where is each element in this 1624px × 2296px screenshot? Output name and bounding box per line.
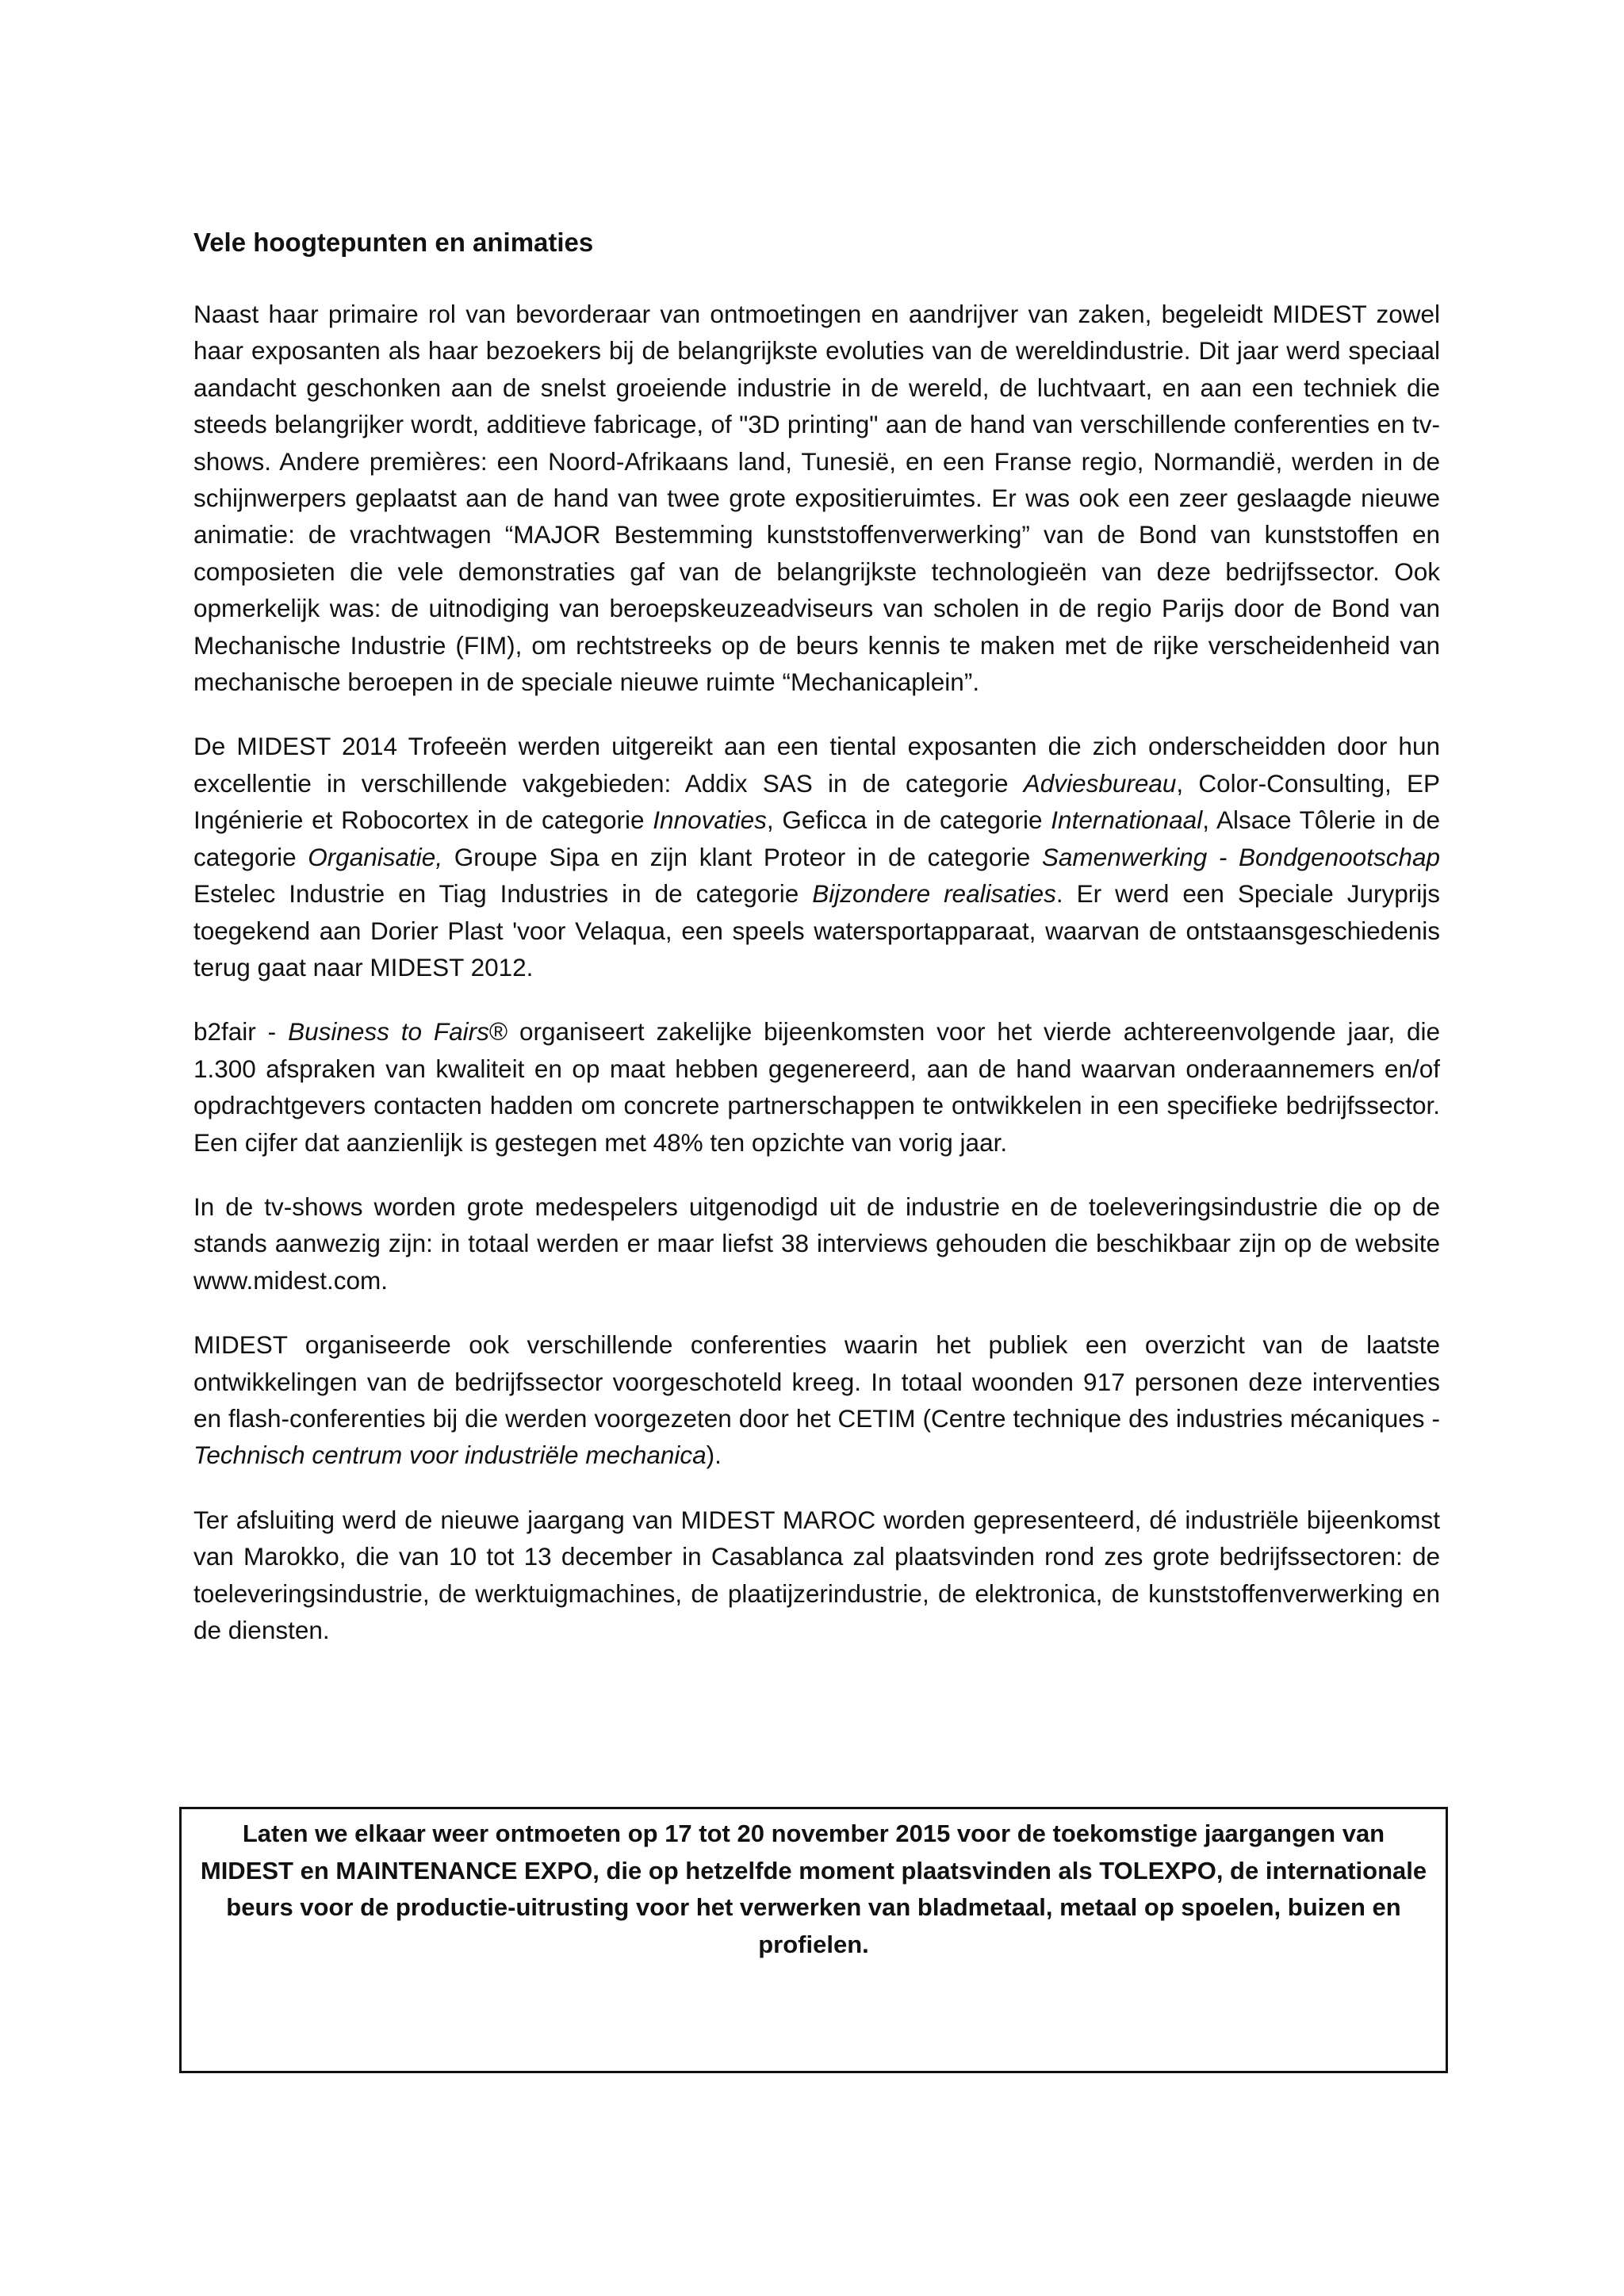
text-run: . Er werd een Speciale Juryprijs toegekend aan Dorier Plast 'voor Velaqua, een speels watersportapparaat, waarvan de ontstaansgeschiedenis terug gaat naar MIDEST 2012. [193, 879, 1440, 982]
paragraph-highlights: Naast haar primaire rol van bevorderaar van ontmoetingen en aandrijver van zaken, begeleidt MIDEST zowel haar exposanten als haar bezoekers bij de belangrijkste evoluties van de wereldindustrie. Dit jaar werd speciaal aandacht geschonken aan de snelst groeiende industrie in de wereld, de luchtvaart, en aan een techniek die steeds belangrijker wordt, additieve fabricage, of "3D printing" aan de hand van verschillende conferenties en tv-shows. Andere premières: een Noord-Afrikaans land, Tunesië, en een Franse regio, Normandië, werden in de schijnwerpers geplaatst aan de hand van twee grote expositieruimtes. Er was ook een zeer geslaagde nieuwe animatie: de vrachtwagen “MAJOR Bestemming kunststoffenverwerking” van de Bond van kunststoffen en composieten die vele demonstraties gaf van de belangrijkste technologieën van deze bedrijfssector. Ook opmerkelijk was: de uitnodiging van beroepskeuzeadviseurs van scholen in de regio Parijs door de Bond van Mechanische Industrie (FIM), om rechtstreeks op de beurs kennis te maken met de rijke verscheidenheid van mechanische beroepen in de speciale nieuwe ruimte “Mechanicaplein”. [193, 300, 1440, 697]
text-run: ® organiseert zakelijke bijeenkomsten voor het vierde achtereenvolgende jaar, die 1.300 afspraken van kwaliteit en op maat hebben gegenereerd, aan de hand waarvan onderaannemers en/of opdrachtgevers contacten hadden om concrete partnerschappen te ontwikkelen in een specifieke bedrijfssector. Een cijfer dat aanzienlijk is gestegen met 48% ten opzichte van vorig jaar. [193, 1017, 1441, 1157]
category-internationaal: Internationaal [1051, 806, 1203, 835]
text-run: ). [706, 1441, 722, 1470]
category-bijzondere-realisaties: Bijzondere realisaties [812, 879, 1056, 909]
text-run: , Alsace Tôlerie in de categorie [193, 806, 1440, 871]
callout-text: Laten we elkaar weer ontmoeten op 17 tot 20 november 2015 voor de toekomstige jaargangen van MIDEST en MAINTENANCE EXPO, die op hetzelfde moment plaatsvinden als TOLEXPO, de internationale beurs voor de productie-uitrusting voor het verwerken van bladmetaal, metaal op spoelen, buizen en profielen. [200, 1820, 1427, 1958]
text-run: MIDEST organiseerde ook verschillende conferenties waarin het publiek een overzicht van de laatste ontwikkelingen van de bedrijfssector voorgeschoteld kreeg. In totaal woonden 917 personen deze interventies en flash-conferenties bij die werden voorgezeten door het CETIM (Centre technique des industries mécaniques - [193, 1330, 1440, 1433]
text-run: De MIDEST 2014 Trofeeën werden uitgereikt aan een tiental exposanten die zich onderscheidden door hun excellentie in verschillende vakgebieden: Addix SAS in de categorie [193, 732, 1440, 798]
text-run: b2fair - [193, 1017, 289, 1047]
paragraph-midest-maroc: Ter afsluiting werd de nieuwe jaargang van MIDEST MAROC worden gepresenteerd, dé industriële bijeenkomst van Marokko, die van 10 tot 13 december in Casablanca zal plaatsvinden rond zes grote bedrijfssectoren: de toeleveringsindustrie, de werktuigmachines, de plaatijzerindustrie, de elektronica, de kunststoffenverwerking en de diensten. [193, 1505, 1440, 1644]
category-innovaties: Innovaties [653, 806, 767, 835]
document-body [193, 224, 1440, 1676]
business-to-fairs: Business to Fairs [288, 1017, 489, 1047]
section-heading: Vele hoogtepunten en animaties [193, 228, 594, 257]
category-adviesbureau: Adviesbureau [1023, 768, 1177, 798]
text-run: Estelec Industrie en Tiag Industries in de categorie [193, 879, 813, 909]
category-samenwerking: Samenwerking - Bondgenootschap [1041, 842, 1440, 871]
cetim-translation: Technisch centrum voor industriële mechanica [193, 1441, 707, 1470]
text-run: , Color-Consulting, EP Ingénierie et Robocortex in de categorie [193, 768, 1440, 835]
category-organisatie: Organisatie, [308, 842, 443, 871]
paragraph-b2fair [193, 1013, 1440, 1161]
paragraph-tv-shows: In de tv-shows worden grote medespelers uitgenodigd uit de industrie en de toeleveringsindustrie die op de stands aanwezig zijn: in totaal werden er maar liefst 38 interviews gehouden die beschikbaar zijn op de website www.midest.com. [193, 1192, 1440, 1295]
callout-box [179, 1807, 1448, 2073]
paragraph-conferences [193, 1326, 1440, 1474]
text-run: , Geficca in de categorie [766, 806, 1051, 835]
paragraph-trophies [193, 728, 1440, 985]
text-run: Groupe Sipa en zijn klant Proteor in de categorie [442, 842, 1042, 871]
